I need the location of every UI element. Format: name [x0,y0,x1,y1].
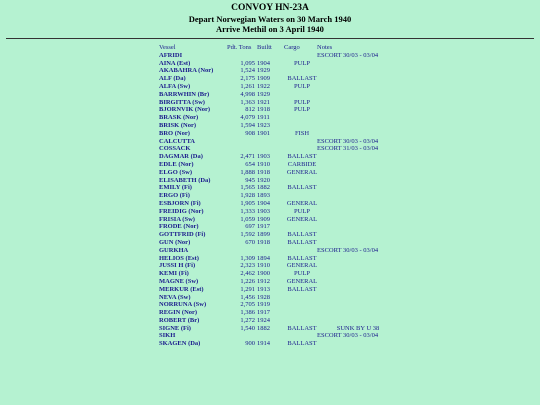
vessel-cell: BRISK (Nor) [159,121,197,129]
tons-cell: 1,456 [240,293,255,301]
vessel-cell: EMILY (Fi) [159,184,192,192]
vessel-cell: SIGNE (Fi) [159,324,191,332]
built-cell: 1918 [257,238,270,246]
vessel-cell: BIRGITTA (Sw) [159,98,205,106]
vessel-cell: ELGO (Sw) [159,168,193,176]
built-cell: 1919 [257,301,270,309]
tons-cell: 1,261 [240,82,255,90]
built-cell: 1917 [257,309,270,317]
built-cell: 1882 [257,324,270,332]
cargo-cell: FISH [294,129,310,137]
vessel-cell: HELIOS (Est) [159,254,199,262]
tons-cell: 697 [245,223,255,231]
built-cell: 1904 [257,59,270,67]
vessel-cell: ELISABETH (Da) [159,176,211,184]
notes-cell: ESCORT 30/03 - 03/04 [317,137,379,145]
vessel-cell: FRODE (Nor) [159,223,199,231]
cargo-cell: PULP [294,106,310,114]
vessel-cell: MERKUR (Est) [159,285,204,293]
vessel-cell: GURKHA [159,246,189,254]
built-cell: 1914 [257,340,270,348]
vessel-cell: BJORNVIK (Nor) [159,106,211,114]
tons-cell: 1,309 [240,254,255,262]
vessel-cell: ALFA (Sw) [159,82,191,90]
cargo-cell: BALLAST [287,238,317,246]
tons-cell: 1,291 [240,285,255,293]
tons-cell: 1,059 [240,215,255,223]
tons-cell: 1,540 [240,324,255,332]
notes-cell: ESCORT 30/03 - 03/04 [317,332,379,340]
vessel-cell: REGIN (Nor) [159,309,198,317]
built-cell: 1920 [257,176,270,184]
col-header-vessel: Vessel [159,44,176,51]
cargo-cell: BALLAST [287,285,317,293]
vessel-cell: EDLE (Nor) [159,160,194,168]
header-divider [6,38,534,39]
cargo-cell: BALLAST [287,340,317,348]
vessel-cell: ESBJORN (Fi) [159,199,201,207]
built-cell: 1894 [257,254,270,262]
built-cell: 1929 [257,67,270,75]
cargo-cell: PULP [294,270,310,278]
built-cell: 1899 [257,231,270,239]
notes-cell: ESCORT 30/03 - 03/04 [317,51,379,59]
vessel-cell: JUSSI H (Fi) [159,262,196,270]
cargo-cell: GENERAL [286,262,318,270]
built-cell: 1903 [257,207,270,215]
tons-cell: 2,705 [240,301,255,309]
notes-cell: ESCORT 31/03 - 03/04 [317,145,379,153]
built-cell: 1928 [257,293,270,301]
vessel-cell: SIKH [159,332,176,340]
tons-cell: 1,524 [240,67,255,75]
vessel-cell: AKABAHRA (Nor) [159,67,214,75]
tons-cell: 812 [245,106,255,114]
depart-line: Depart Norwegian Waters on 30 March 1940 [188,14,352,24]
tons-cell: 4,998 [240,90,255,98]
vessel-cell: CALCUTTA [159,137,195,145]
vessel-cell: AFRIDI [159,51,183,59]
col-header-built: Builtt [257,44,272,51]
convoy-title: CONVOY HN-23A [231,3,309,13]
tons-cell: 654 [245,160,255,168]
col-header-tons: Pdt. Tons [227,44,252,51]
built-cell: 1893 [257,192,270,200]
vessel-cell: ROBERT (Br) [159,316,200,324]
built-cell: 1882 [257,184,270,192]
built-cell: 1911 [257,114,270,122]
vessel-cell: ERGO (Fi) [159,192,190,200]
vessel-cell: NEVA (Sw) [159,293,191,301]
notes-cell: SUNK BY U 38 [336,324,380,332]
arrive-line: Arrive Methil on 3 April 1940 [216,24,324,34]
tons-cell: 1,363 [240,98,255,106]
col-header-notes: Notes [317,44,333,51]
tons-cell: 908 [245,129,255,137]
vessel-cell: MAGNE (Sw) [159,277,199,285]
built-cell: 1921 [257,98,270,106]
built-cell: 1923 [257,121,270,129]
cargo-cell: BALLAST [287,231,317,239]
vessel-cell: NORRUNA (Sw) [159,301,207,309]
tons-cell: 1,565 [240,184,255,192]
built-cell: 1922 [257,82,270,90]
cargo-cell: CARBIDE [287,160,317,168]
built-cell: 1910 [257,160,270,168]
vessel-cell: AINA (Est) [159,59,191,67]
vessel-cell: FREIDIG (Nor) [159,207,204,215]
built-cell: 1909 [257,215,270,223]
built-cell: 1929 [257,90,270,98]
built-cell: 1904 [257,199,270,207]
tons-cell: 1,888 [240,168,255,176]
tons-cell: 1,905 [240,199,255,207]
cargo-cell: GENERAL [286,215,318,223]
page-header [0,0,540,34]
built-cell: 1918 [257,168,270,176]
built-cell: 1900 [257,270,270,278]
tons-cell: 900 [245,340,255,348]
cargo-cell: PULP [294,98,310,106]
tons-cell: 1,095 [240,59,255,67]
built-cell: 1924 [257,316,270,324]
cargo-cell: GENERAL [286,277,318,285]
vessel-cell: BARRWHIN (Br) [159,90,210,98]
tons-cell: 670 [245,238,255,246]
vessel-cell: DAGMAR (Da) [159,153,203,161]
built-cell: 1912 [257,277,270,285]
built-cell: 1918 [257,106,270,114]
built-cell: 1917 [257,223,270,231]
cargo-cell: GENERAL [286,199,318,207]
built-cell: 1913 [257,285,270,293]
vessel-cell: ALF (Da) [159,75,186,83]
tons-cell: 1,333 [240,207,255,215]
cargo-cell: PULP [294,59,310,67]
built-cell: 1910 [257,262,270,270]
tons-cell: 2,323 [240,262,255,270]
vessel-cell: FRISIA (Sw) [159,215,195,223]
vessel-cell: BRASK (Nor) [159,114,199,122]
col-header-cargo: Cargo [284,44,300,51]
vessel-cell: SKAGEN (Da) [159,340,201,348]
cargo-cell: BALLAST [287,324,317,332]
vessel-cell: COSSACK [159,145,191,153]
built-cell: 1909 [257,75,270,83]
tons-cell: 1,226 [240,277,255,285]
tons-cell: 1,928 [240,192,255,200]
tons-cell: 1,594 [240,121,255,129]
cargo-cell: GENERAL [286,168,318,176]
cargo-cell: PULP [294,82,310,90]
cargo-cell: PULP [294,207,310,215]
tons-cell: 4,079 [240,114,255,122]
built-cell: 1903 [257,153,270,161]
notes-cell: ESCORT 30/03 - 03/04 [317,246,379,254]
vessel-cell: GUN (Nor) [159,238,191,246]
cargo-cell: BALLAST [287,153,317,161]
vessel-cell: KEMI (Fi) [159,270,189,278]
tons-cell: 1,272 [240,316,255,324]
tons-cell: 2,471 [240,153,255,161]
tons-cell: 945 [245,176,255,184]
cargo-cell: BALLAST [287,184,317,192]
built-cell: 1901 [257,129,270,137]
tons-cell: 2,175 [240,75,255,83]
vessel-cell: GOTTFRID (Fi) [159,231,206,239]
tons-cell: 2,462 [240,270,255,278]
tons-cell: 1,386 [240,309,255,317]
vessel-cell: BRO (Nor) [159,129,190,137]
tons-cell: 1,592 [240,231,255,239]
cargo-cell: BALLAST [287,75,317,83]
cargo-cell: BALLAST [287,254,317,262]
